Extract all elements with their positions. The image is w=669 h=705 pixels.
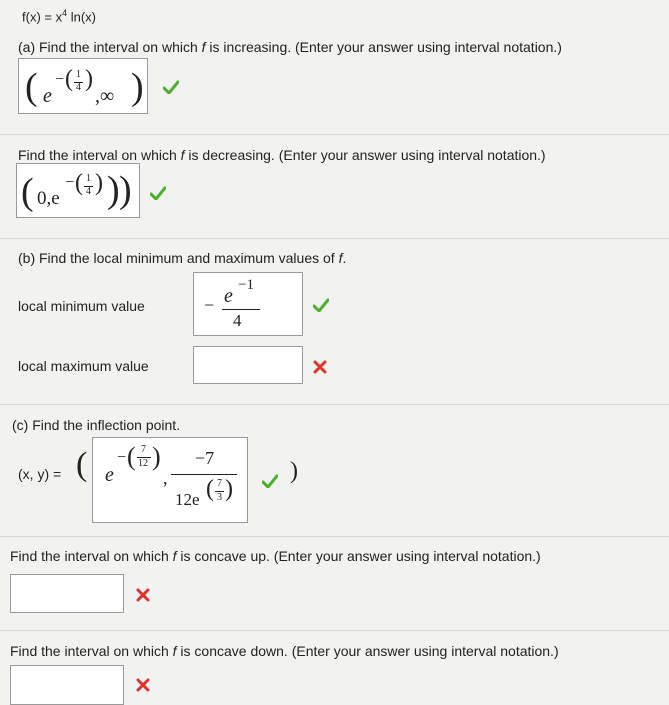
open-paren: ( <box>21 171 34 213</box>
divider <box>0 238 669 239</box>
local-min-label: local minimum value <box>18 298 145 314</box>
check-icon <box>313 298 329 312</box>
prompt-text: Find the interval on which <box>18 147 181 163</box>
y-exp-open: ( <box>206 476 214 502</box>
exp-close-paren: ) <box>95 170 103 196</box>
increasing-answer-field[interactable] <box>18 58 148 114</box>
decreasing-answer-field[interactable] <box>16 163 140 218</box>
check-icon <box>163 80 179 94</box>
x-exp-open: ( <box>127 442 136 471</box>
function-definition <box>22 8 96 24</box>
function-lhs: f(x) = x <box>22 9 63 25</box>
prompt-text: is concave down. (Enter your answer using interval notation.) <box>176 643 559 659</box>
prompt-text: (a) Find the interval on which <box>18 39 202 55</box>
part-b-prompt <box>18 250 346 266</box>
exp-denominator: 4 <box>86 186 91 197</box>
local-min-answer-field[interactable] <box>193 272 303 336</box>
decreasing-prompt <box>18 147 546 163</box>
fraction-bar <box>222 309 260 310</box>
x-exp-numerator: 7 <box>141 444 146 455</box>
check-icon <box>262 474 278 488</box>
part-c-prompt: (c) Find the inflection point. <box>12 417 181 433</box>
y-numerator: −7 <box>195 448 215 468</box>
cross-icon <box>136 678 150 692</box>
denominator: 4 <box>233 311 242 330</box>
prompt-text: . <box>342 250 347 266</box>
x-base-e: e <box>105 464 114 486</box>
exp-numerator: 1 <box>76 69 81 80</box>
x-exp-denominator: 12 <box>138 458 148 469</box>
x-minus: − <box>117 449 127 466</box>
exp-numerator: 1 <box>86 173 91 184</box>
exponent: −1 <box>238 277 254 293</box>
exp-close-paren: ) <box>85 66 93 92</box>
function-exponent: 4 <box>62 8 68 18</box>
local-max-label: local maximum value <box>18 358 149 374</box>
increasing-prompt <box>18 39 562 55</box>
prompt-text: Find the interval on which <box>10 548 173 564</box>
base-e: e <box>43 85 52 107</box>
x-exp-close: ) <box>152 442 161 471</box>
base-e: e <box>224 285 233 307</box>
f-symbol: f <box>172 643 177 659</box>
open-paren: ( <box>25 66 38 108</box>
concave-down-prompt <box>10 643 559 659</box>
divider <box>0 536 669 537</box>
f-symbol: f <box>338 250 343 266</box>
function-rhs: ln(x) <box>67 9 96 25</box>
close-paren: ) <box>119 169 132 211</box>
y-fraction-bar <box>171 474 237 475</box>
prompt-text: is decreasing. (Enter your answer using interval notation.) <box>184 147 546 163</box>
exp-open-paren: ( <box>75 170 83 196</box>
minus-sign: − <box>55 71 65 88</box>
negative-sign: − <box>204 295 215 315</box>
f-symbol: f <box>201 39 206 55</box>
interval-head: 0,e <box>37 188 60 209</box>
point-close-paren: ) <box>290 458 298 484</box>
concave-down-answer-field[interactable] <box>10 665 124 705</box>
f-symbol: f <box>180 147 185 163</box>
prompt-text: is increasing. (Enter your answer using interval notation.) <box>205 39 562 55</box>
divider <box>0 134 669 135</box>
prompt-text: Find the interval on which <box>10 643 173 659</box>
prompt-text: is concave up. (Enter your answer using interval notation.) <box>176 548 541 564</box>
inflection-answer-field[interactable] <box>92 437 248 523</box>
y-exp-close: ) <box>225 476 233 502</box>
y-denominator-coef: 12e <box>175 490 200 509</box>
point-label: (x, y) = <box>18 466 62 482</box>
concave-up-prompt <box>10 548 541 564</box>
y-exp-numerator: 7 <box>217 478 222 489</box>
f-symbol: f <box>172 548 177 564</box>
divider <box>0 630 669 631</box>
divider <box>0 404 669 405</box>
cross-icon <box>313 360 327 374</box>
prompt-text: (b) Find the local minimum and maximum values of <box>18 250 339 266</box>
y-exp-denominator: 3 <box>217 492 222 503</box>
point-open-paren: ( <box>76 446 88 483</box>
check-icon <box>150 186 166 200</box>
coordinate-comma: , <box>163 468 168 488</box>
cross-icon <box>136 588 150 602</box>
exp-denominator: 4 <box>76 82 81 93</box>
close-paren-inner: ) <box>107 169 120 211</box>
concave-up-answer-field[interactable] <box>10 574 124 613</box>
infinity-tail: ,∞ <box>95 85 115 107</box>
close-paren: ) <box>131 66 144 108</box>
exp-open-paren: ( <box>65 66 73 92</box>
minus-sign: − <box>65 174 75 191</box>
local-max-answer-field[interactable] <box>193 346 303 384</box>
